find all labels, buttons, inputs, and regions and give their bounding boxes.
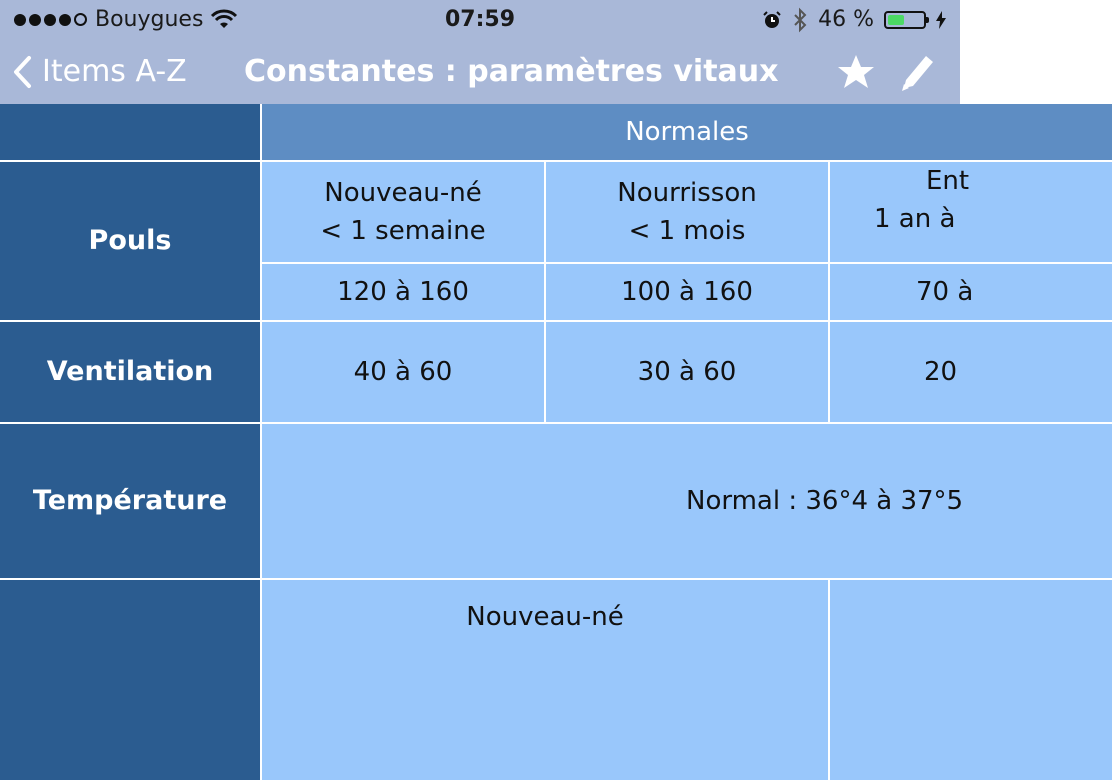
battery-icon [884, 11, 926, 29]
age-group-label: Nourrisson [617, 178, 757, 208]
next-row-cell [830, 580, 1112, 780]
charging-icon [936, 11, 946, 29]
carrier-name: Bouygues [95, 7, 204, 32]
age-group-child [830, 162, 1112, 262]
age-group-range: 1 an à [874, 204, 956, 234]
battery-percent: 46 % [818, 7, 874, 32]
age-group-newborn [262, 162, 544, 262]
status-time: 07:59 [444, 7, 516, 32]
table-corner [0, 104, 260, 160]
alarm-icon [762, 10, 782, 30]
favorite-button[interactable] [836, 52, 876, 96]
temperature-value: Normal : 36°4 à 37°5 [262, 424, 1112, 578]
status-bar [0, 0, 960, 40]
star-icon [836, 52, 876, 92]
ventilation-value-newborn: 40 à 60 [262, 322, 544, 422]
age-group-range: < 1 mois [628, 216, 746, 246]
normales-header [262, 104, 1112, 160]
age-group-label: Ent [926, 166, 970, 196]
edit-button[interactable] [898, 50, 938, 98]
navigation-bar [0, 40, 960, 104]
back-button-label: Items A-Z [42, 54, 187, 89]
row-header-temperature [0, 424, 260, 578]
row-header-ventilation-label: Ventilation [46, 356, 214, 387]
pouls-value-newborn: 120 à 160 [262, 264, 544, 320]
pouls-value-child: 70 à [830, 264, 1112, 320]
row-header-next [0, 580, 260, 780]
status-right [762, 7, 946, 32]
ventilation-value-infant: 30 à 60 [546, 322, 828, 422]
pouls-value-infant: 100 à 160 [546, 264, 828, 320]
age-group-label: Nouveau-né [324, 178, 482, 208]
age-group-range: < 1 semaine [320, 216, 486, 246]
pencil-icon [898, 50, 938, 94]
normales-header-label: Normales [625, 117, 749, 147]
vital-signs-table [0, 104, 974, 640]
row-header-ventilation [0, 322, 260, 422]
row-header-pouls-label: Pouls [88, 225, 172, 256]
next-row-newborn: Nouveau-né [262, 580, 828, 780]
age-group-infant [546, 162, 828, 262]
row-header-temperature-label: Température [32, 485, 228, 516]
chevron-left-icon [12, 55, 32, 89]
ventilation-value-child: 20 [830, 322, 1112, 422]
page-title: Constantes : paramètres vitaux [244, 54, 779, 89]
bluetooth-icon [792, 8, 808, 32]
row-header-pouls [0, 162, 260, 320]
back-button[interactable] [12, 54, 187, 89]
